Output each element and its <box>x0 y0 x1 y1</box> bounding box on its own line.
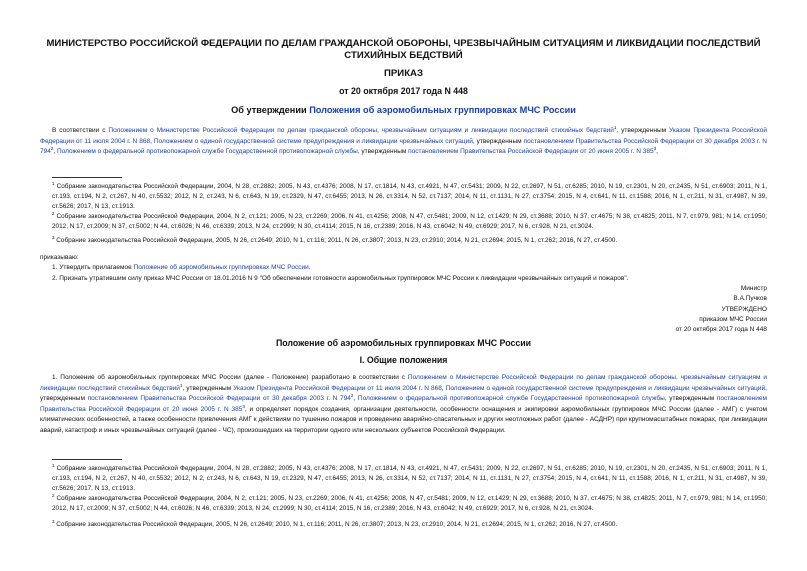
regulation-paragraph-1 <box>40 373 767 436</box>
reg-text-1: 1. Положение об аэромобильных группировках МЧС России (далее - Положение) разработано в соответствии с <box>52 374 408 381</box>
link-fire-service-regulation[interactable]: Положением о федеральной противопожарной службе Государственной противопожарной службы <box>57 148 358 155</box>
footnote-text: Собрание законодательства Российской Федерации, 2004, N 2, ст.121; 2005, N 23, ст.2269; 2006, N 41, ст.4256; 2008, N 47, ст.5481; 2009, N 12, ст.1429; N 29, ст.3688; 2010, N 37, ст.4675; N 38, ст.4825; 2011, N 7, ст.979, 981; N 14, ст.1950; 2012, N 17, ст.2009; N 37, ст.5002; N 44, ст.6026; N 46, ст.6339; 2013, N 24, ст.2999; N 30, ст.4114; 2015, N 16, ст.2389; 2016, N 43, ст.6042; N 49, ст.6929; 2017, N 6, ст.928, N 21, ст.3024. <box>52 213 767 230</box>
document-type: ПРИКАЗ <box>384 68 423 79</box>
ministry-heading: МИНИСТЕРСТВО РОССИЙСКОЙ ФЕДЕРАЦИИ ПО ДЕЛАМ ГРАЖДАНСКОЙ ОБОРОНЫ, ЧРЕЗВЫЧАЙНЫМ СИТУАЦИЯМ И ЛИКВИДАЦИИ ПОСЛЕДСТВИЙ СТИХИЙНЫХ БЕДСТВИЙ <box>46 38 761 61</box>
preamble-text-7: , <box>656 148 658 155</box>
order-item-2: 2. Признать утратившим силу приказ МЧС России от 18.01.2016 N 9 "Об обеспечении готовности аэромобильных группировок МЧС России к ликвидации чрезвычайных ситуаций и пожаров". <box>52 275 629 282</box>
footnote-ref: 3 <box>242 403 245 409</box>
footnote-ref: 2 <box>350 392 354 398</box>
reg-text-3: , <box>441 384 446 392</box>
footnote-text: Собрание законодательства Российской Федерации, 2005, N 26, ст.2649; 2010, N 1, ст.116; 2011, N 26, ст.3807; 2013, N 23, ст.2910; 2014, N 21, ст.2694; 2015, N 1, ст.262; 2016, N 27, ст.4500. <box>56 237 618 244</box>
link-unified-system-regulation[interactable]: Положением о единой государственной системе предупреждения и ликвидации чрезвычайных ситуаций <box>445 384 766 392</box>
link-regulation-approved[interactable]: Положение об аэромобильных группировках МЧС России <box>133 264 309 271</box>
regulation-title: Положение об аэромобильных группировках МЧС России <box>275 338 532 348</box>
footnote-divider <box>52 459 122 460</box>
footnote-2: $^2$ Собрание законодательства Российской Федерации, 2004, N 2, ст.121; 2005, N 23, ст.2269; 2006, N 41, ст.4256; 2008, N 47, ст.5481; 2009, N 12, ст.1429; N 29, ст.3688; 2010, N 37, ст.4675; N 38, ст.4825; 2011, N 7, ст.979, 981; N 14, ст.1950; 2012, N 17, ст.2009; N 37, ст.5002; N 44, ст.6026; N 46, ст.6339; 2013, N 24, ст.2999; N 30, ст.4114; 2015, N 16, ст.2389; 2016, N 43, ст.6042; N 49, ст.6929; 2017, N 6, ст.928, N 21, ст.3024. <box>52 492 767 512</box>
preamble-text-2: , утвержденным <box>616 127 670 134</box>
approved-order-date: от 20 октября 2017 года N 448 <box>675 326 767 333</box>
link-ministry-regulation[interactable]: Положением о Министерстве Российской Федерации по делам гражданской обороны, чрезвычайным ситуациям и ликвидации последствий стихийных бедствий <box>108 127 614 134</box>
preamble-text-3: , <box>150 137 154 145</box>
footnote-text: Собрание законодательства Российской Федерации, 2005, N 26, ст.2649; 2010, N 1, ст.116; 2011, N 26, ст.3807; 2013, N 23, ст.2910; 2014, N 21, ст.2694; 2015, N 1, ст.262; 2016, N 27, ст.4500. <box>56 521 618 528</box>
preamble-text-1: В соответствии с <box>52 127 109 134</box>
signatory-name: В.А.Пучков <box>733 295 767 302</box>
footnote-ref: 1 <box>613 124 617 130</box>
approved-stamp: УТВЕРЖДЕНО <box>721 306 767 313</box>
approved-by-order: приказом МЧС России <box>699 316 767 323</box>
link-presidential-decree[interactable]: Указом Президента Российской Федерации от 11 июля 2004 г. N 868 <box>233 384 442 392</box>
title-prefix: Об утверждении <box>231 105 310 115</box>
document-date-number: от 20 октября 2017 года N 448 <box>339 86 468 96</box>
link-ministry-regulation[interactable]: Положением о Министерстве Российской Федерации по делам гражданской обороны, чрезвычайным ситуациям и ликвидации последствий стихийных бедствий <box>40 374 767 392</box>
footnote-text: Собрание законодательства Российской Федерации, 2004, N 28, ст.2882; 2005, N 43, ст.4376; 2008, N 17, ст.1814, N 43, ст.4921, N 47, ст.5431; 2009, N 22, ст.2697, N 51, ст.6285; 2010, N 19, ст.2301, N 20, ст.2435, N 51, ст.6903; 2011, N 1, ст.193, ст.194, N 2, ст.267, N 40, ст.5532; 2012, N 2, ст.243, N 6, ст.643, N 19, ст.2329, N 47, ст.6455; 2013, N 26, ст.3314, N 52, ст.7137; 2014, N 11, ст.1131, N 27, ст.3754; 2015, N 4, ст.641, N 11, ст.1588; 2016, N 1, ст.211, N 31, ст.4987, N 39, ст.5626; 2017, N 13, ст.1913. <box>52 183 767 210</box>
reg-text-2: , утвержденным <box>182 384 234 392</box>
footnote-1: $^1$ Собрание законодательства Российской Федерации, 2004, N 28, ст.2882; 2005, N 43, ст.4376; 2008, N 17, ст.1814, N 43, ст.4921, N 47, ст.5431; 2009, N 22, ст.2697, N 51, ст.6285; 2010, N 19, ст.2301, N 20, ст.2435, N 51, ст.6903; 2011, N 1, ст.193, ст.194, N 2, ст.267, N 40, ст.5532; 2012, N 2, ст.243, N 6, ст.643, N 19, ст.2329, N 47, ст.6455; 2013, N 26, ст.3314, N 52, ст.7137; 2014, N 11, ст.1131, N 27, ст.3754; 2015, N 4, ст.641, N 11, ст.1588; 2016, N 1, ст.211, N 31, ст.4987, N 39, ст.5626; 2017, N 13, ст.1913. <box>52 462 767 492</box>
footnote-ref: 3 <box>653 145 657 151</box>
footnote-ref: 2 <box>50 145 54 151</box>
reg-text-7: , и определяет порядок создания, организации деятельности, особенности оснащения и экипировки аэромобильных группировок МЧС России (далее - АМГ) с учетом климатических особенностей, а также особенности привлечения АМГ к действиям по тушению пожаров и проведению аварийно-спасательных и других неотложных работ (далее - АСДНР) при крупномасштабных пожарах, при ликвидации аварий, катастроф и иных чрезвычайных ситуаций (далее - ЧС), произошедших на территории одного или нескольких субъектов Российской Федерации. <box>40 405 767 434</box>
signatory-role: Министр <box>740 285 767 292</box>
link-government-resolution-385[interactable]: постановлением Правительства Российской Федерации от 20 июня 2005 г. N 385 <box>408 148 654 155</box>
link-government-resolution-385[interactable]: постановлением Правительства Российской Федерации от 20 июня 2005 г. N 385 <box>40 395 767 413</box>
link-unified-system-regulation[interactable]: Положением о единой государственной системе предупреждения и ликвидации чрезвычайных ситуаций <box>153 137 473 145</box>
reg-text-5: , <box>353 395 358 402</box>
preamble-text-4: , утвержденным <box>472 137 524 145</box>
footnote-divider <box>52 177 122 178</box>
footnote-ref: 1 <box>179 382 183 388</box>
link-government-resolution-794[interactable]: постановлением Правительства Российской Федерации от 30 декабря 2003 г. N 794 <box>87 395 351 402</box>
footnote-3: $^3$ Собрание законодательства Российской Федерации, 2005, N 26, ст.2649; 2010, N 1, ст.116; 2011, N 26, ст.3807; 2013, N 23, ст.2910; 2014, N 21, ст.2694; 2015, N 1, ст.262; 2016, N 27, ст.4500. <box>52 234 618 244</box>
order-item-1-text: 1. Утвердить прилагаемое <box>52 264 134 271</box>
link-government-resolution-794[interactable]: постановлением Правительства Российской Федерации от 30 декабря 2003 г. N 794 <box>40 137 767 155</box>
link-fire-service-regulation[interactable]: Положением о федеральной противопожарной службе Государственной противопожарной службы <box>357 395 665 402</box>
reg-text-4: , утвержденным <box>40 384 767 402</box>
document-title <box>0 105 807 115</box>
footnote-1: $^1$ Собрание законодательства Российской Федерации, 2004, N 28, ст.2882; 2005, N 43, ст.4376; 2008, N 17, ст.1814, N 43, ст.4921, N 47, ст.5431; 2009, N 22, ст.2697, N 51, ст.6285; 2010, N 19, ст.2301, N 20, ст.2435, N 51, ст.6903; 2011, N 1, ст.193, ст.194, N 2, ст.267, N 40, ст.5532; 2012, N 2, ст.243, N 6, ст.643, N 19, ст.2329, N 47, ст.6455; 2013, N 26, ст.3314, N 52, ст.7137; 2014, N 11, ст.1131, N 27, ст.3754; 2015, N 4, ст.641, N 11, ст.1588; 2016, N 1, ст.211, N 31, ст.4987, N 39, ст.5626; 2017, N 13, ст.1913. <box>52 180 767 210</box>
footnote-text: Собрание законодательства Российской Федерации, 2004, N 28, ст.2882; 2005, N 43, ст.4376; 2008, N 17, ст.1814, N 43, ст.4921, N 47, ст.5431; 2009, N 22, ст.2697, N 51, ст.6285; 2010, N 19, ст.2301, N 20, ст.2435, N 51, ст.6903; 2011, N 1, ст.193, ст.194, N 2, ст.267, N 40, ст.5532; 2012, N 2, ст.243, N 6, ст.643, N 19, ст.2329, N 47, ст.6455; 2013, N 26, ст.3314, N 52, ст.7137; 2014, N 11, ст.1131, N 27, ст.3754; 2015, N 4, ст.641, N 11, ст.1588; 2016, N 1, ст.211, N 31, ст.4987, N 39, ст.5626; 2017, N 13, ст.1913. <box>52 465 767 492</box>
reg-text-6: , утвержденным <box>664 395 717 402</box>
preamble-text-5: , <box>53 148 57 155</box>
order-lead: приказываю: <box>40 254 79 261</box>
footnote-text: Собрание законодательства Российской Федерации, 2004, N 2, ст.121; 2005, N 23, ст.2269; 2006, N 41, ст.4256; 2008, N 47, ст.5481; 2009, N 12, ст.1429; N 29, ст.3688; 2010, N 37, ст.4675; N 38, ст.4825; 2011, N 7, ст.979, 981; N 14, ст.1950; 2012, N 17, ст.2009; N 37, ст.5002; N 44, ст.6026; N 46, ст.6339; 2013, N 24, ст.2999; N 30, ст.4114; 2015, N 16, ст.2389; 2016, N 43, ст.6042; N 49, ст.6929; 2017, N 6, ст.928, N 21, ст.3024. <box>52 495 767 512</box>
link-presidential-decree[interactable]: Указом Президента Российской Федерации от 11 июля 2004 г. N 868 <box>40 127 767 145</box>
preamble-text-6: , утвержденным <box>357 148 409 155</box>
section-heading: I. Общие положения <box>359 355 448 365</box>
footnote-3: $^3$ Собрание законодательства Российской Федерации, 2005, N 26, ст.2649; 2010, N 1, ст.116; 2011, N 26, ст.3807; 2013, N 23, ст.2910; 2014, N 21, ст.2694; 2015, N 1, ст.262; 2016, N 27, ст.4500. <box>52 518 618 528</box>
title-link[interactable]: Положения об аэромобильных группировках МЧС России <box>309 105 576 115</box>
preamble-paragraph <box>40 126 767 158</box>
order-item-1: 1. Утвердить прилагаемое Положение об аэромобильных группировках МЧС России. <box>52 264 311 271</box>
footnote-2: $^2$ Собрание законодательства Российской Федерации, 2004, N 2, ст.121; 2005, N 23, ст.2269; 2006, N 41, ст.4256; 2008, N 47, ст.5481; 2009, N 12, ст.1429; N 29, ст.3688; 2010, N 37, ст.4675; N 38, ст.4825; 2011, N 7, ст.979, 981; N 14, ст.1950; 2012, N 17, ст.2009; N 37, ст.5002; N 44, ст.6026; N 46, ст.6339; 2013, N 24, ст.2999; N 30, ст.4114; 2015, N 16, ст.2389; 2016, N 43, ст.6042; N 49, ст.6929; 2017, N 6, ст.928, N 21, ст.3024. <box>52 210 767 230</box>
